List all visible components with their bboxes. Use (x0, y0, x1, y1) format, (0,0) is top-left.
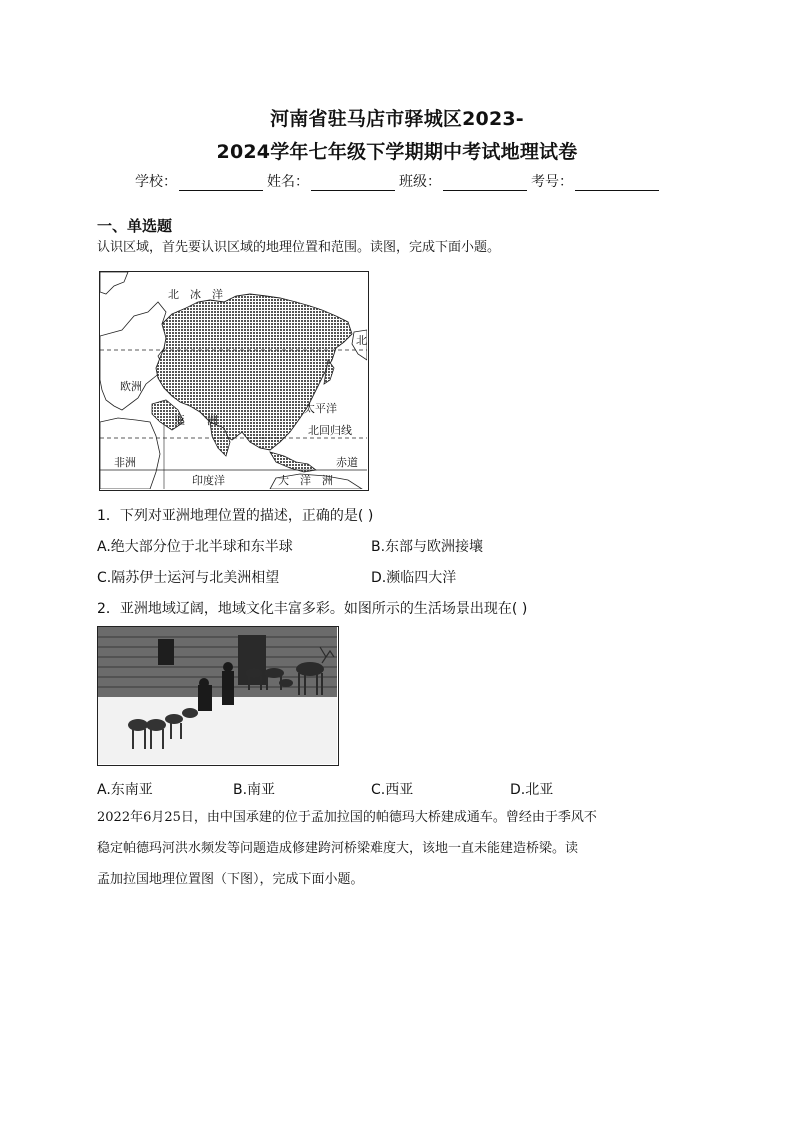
exam-title-line-1: 河南省驻马店市驿城区2023- (270, 108, 524, 130)
question-1-stem: 1．下列对亚洲地理位置的描述，正确的是( ) (97, 508, 374, 524)
exam-title-line-2: 2024学年七年级下学期期中考试地理试卷 (216, 141, 578, 163)
label-indian-ocean: 印度洋 (192, 474, 225, 487)
q2-option-d[interactable]: D.北亚 (510, 782, 554, 798)
q1-option-c[interactable]: C.隔苏伊士运河与北美洲相望 (97, 570, 280, 586)
school-label: 学校： (135, 174, 177, 190)
label-equator: 赤道 (336, 456, 358, 469)
label-africa: 非洲 (114, 456, 136, 469)
question-2-stem: 2．亚洲地域辽阔，地域文化丰富多彩。如图所示的生活场景出现在( ) (97, 601, 528, 617)
label-arctic-ocean: 北 冰 洋 (168, 288, 223, 301)
africa-shape (100, 418, 160, 489)
class-blank[interactable] (443, 176, 527, 191)
q2-option-b[interactable]: B.南亚 (233, 782, 276, 798)
islands-shape (270, 452, 316, 472)
intro-paragraph-2-line-2: 稳定帕德玛河洪水频发等问题造成修建跨河桥梁难度大，该地一直未能建造桥梁。读 (97, 841, 579, 856)
intro-paragraph-2-line-3: 孟加拉国地理位置图（下图），完成下面小题。 (97, 872, 364, 887)
q2-option-a[interactable]: A.东南亚 (97, 782, 153, 798)
q1-option-a[interactable]: A.绝大部分位于北半球和东半球 (97, 539, 293, 555)
exam-number-label: 考号： (531, 174, 573, 190)
window (158, 639, 174, 665)
reindeer-sled-photo (97, 626, 339, 766)
q1-option-b[interactable]: B.东部与欧洲接壤 (371, 539, 484, 555)
europe-shape (100, 302, 170, 410)
label-north: 北 (356, 334, 367, 347)
label-asia: 亚 洲 (174, 414, 218, 427)
intro-paragraph-1: 认识区域，首先要认识区域的地理位置和范围。读图，完成下面小题。 (97, 240, 501, 255)
asia-location-map (99, 271, 369, 491)
label-oceania: 大 洋 洲 (278, 474, 333, 487)
school-blank[interactable] (179, 176, 263, 191)
name-field[interactable] (267, 171, 395, 191)
label-tropic-of-cancer: 北回归线 (308, 424, 352, 437)
intro-paragraph-2-line-1: 2022年6月25日，由中国承建的位于孟加拉国的帕德玛大桥建成通车。曾经由于季风不 (97, 810, 597, 825)
school-field[interactable] (135, 171, 263, 191)
q2-option-c[interactable]: C.西亚 (371, 782, 414, 798)
class-label: 班级： (399, 174, 441, 190)
name-label: 姓名： (267, 174, 309, 190)
greenland-shape (100, 272, 128, 294)
q1-option-d[interactable]: D.濒临四大洋 (371, 570, 457, 586)
exam-number-field[interactable] (531, 171, 659, 191)
exam-number-blank[interactable] (575, 176, 659, 191)
name-blank[interactable] (311, 176, 395, 191)
class-field[interactable] (399, 171, 527, 191)
label-europe: 欧洲 (120, 380, 142, 393)
section-title: 一、单选题 (97, 217, 173, 235)
label-pacific: 太平洋 (304, 402, 337, 415)
student-info-row (0, 171, 794, 191)
